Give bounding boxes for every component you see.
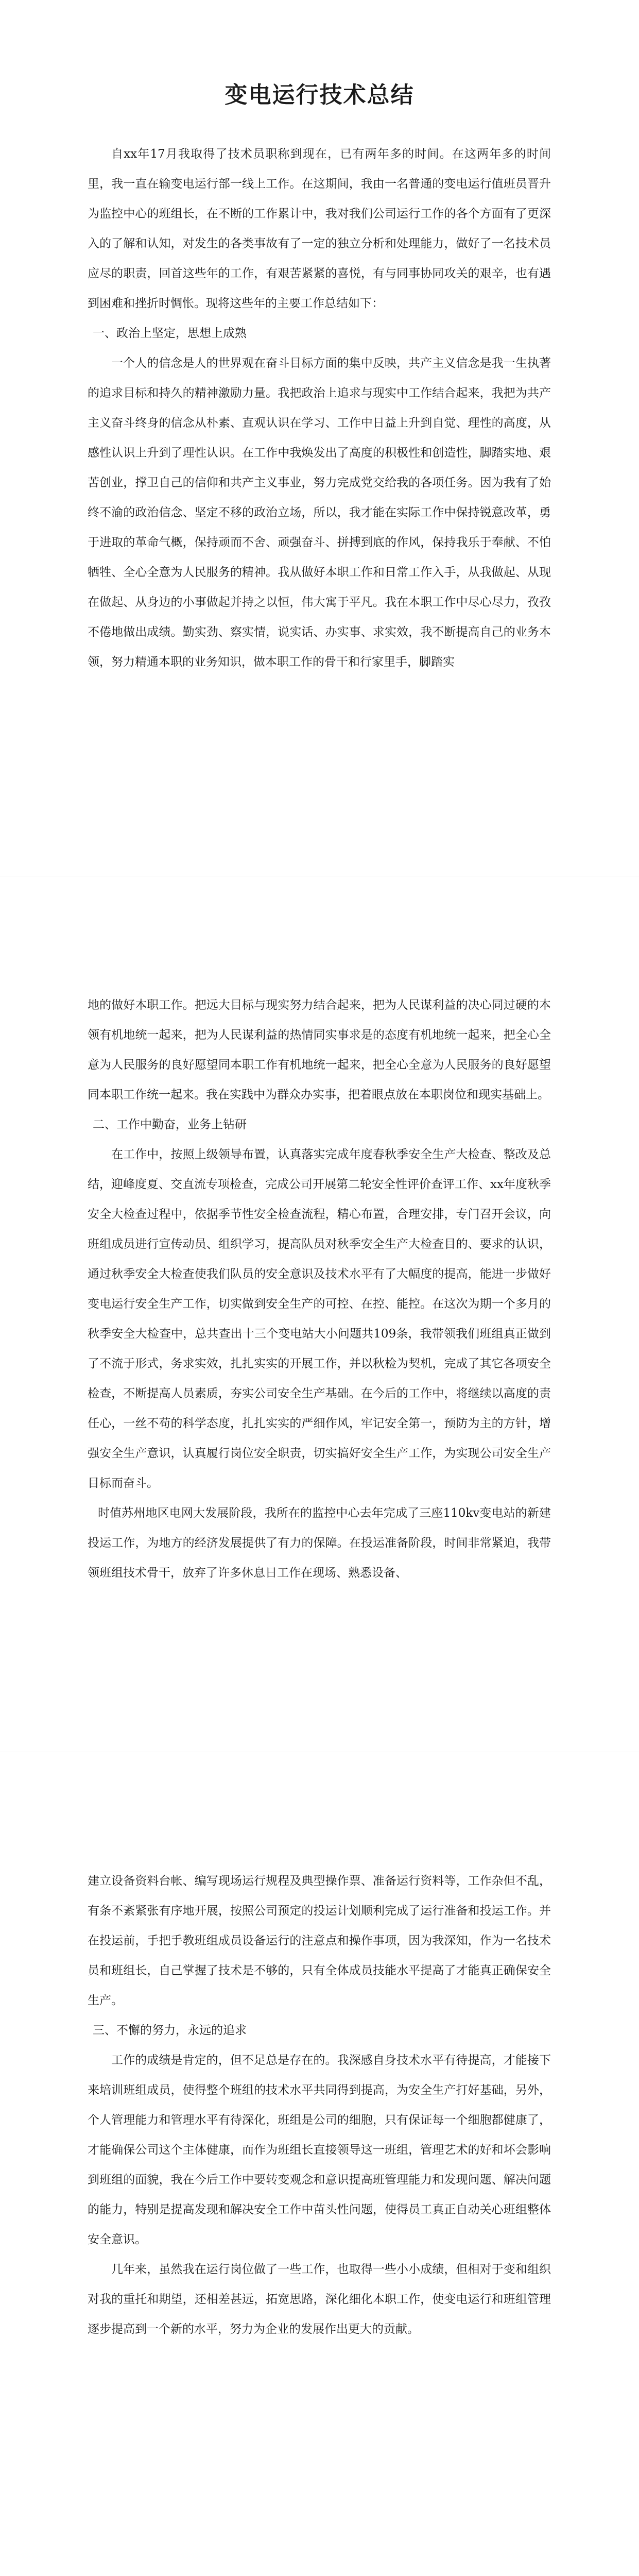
intro-paragraph: 自xx年17月我取得了技术员职称到现在，已有两年多的时间。在这两年多的时间里，我一直在输变电运行部一线上工作。在这期间，我由一名普通的变电运行值班员晋升为监控中心的班组长，在不断的工作累计中，我对我们公司运行工作的各个方面有了更深入的了解和认知，对发生的各类事故有了一定的独立分析和处理能力，做好了一名技术员应尽的职责，回首这些年的工作，有艰苦紧紧的喜悦，有与同事协同攻关的艰辛，也有遇到困难和挫折时惆怅。现将这些年的主要工作总结如下： bbox=[88, 147, 551, 310]
document-section-2 bbox=[88, 990, 551, 1588]
section-heading-politics: 一、政治上坚定，思想上成熟 bbox=[93, 327, 247, 340]
closing-paragraph: 几年来，虽然我在运行岗位做了一些工作，也取得一些小小成绩，但相对于变和组织对我的重托和期望，还相差甚远，拓宽思路，深化细化本职工作，使变电运行和班组管理逐步提高到一个新的水平，努力为企业的发展作出更大的贡献。 bbox=[88, 2263, 551, 2336]
section-heading-pursuit: 三、不懈的努力，永远的追求 bbox=[93, 2024, 247, 2037]
section-heading-work: 二、工作中勤奋，业务上钻研 bbox=[93, 1118, 247, 1131]
politics-paragraph: 一个人的信念是人的世界观在奋斗目标方面的集中反映，共产主义信念是我一生执著的追求目标和持久的精神激励力量。我把政治上追求与现实中工作结合起来，我把为共产主义奋斗终身的信念从朴素、直观认识在学习、工作中日益上升到自觉、理性的高度，从感性认识上升到了理性认识。在工作中我焕发出了高度的积极性和创造性，脚踏实地、艰苦创业，撑卫自己的信仰和共产主义事业，努力完成党交给我的各项任务。因为我有了始终不渝的政治信念、坚定不移的政治立场，所以，我才能在实际工作中保持锐意改革，勇于进取的革命气概，保持顽而不舍、顽强奋斗、拼搏到底的作风，保持我乐于奉献、不怕牺牲、全心全意为人民服务的精神。我从做好本职工作和日常工作入手，从我做起、从现在做起、从身边的小事做起并持之以恒，伟大寓于平凡。我在本职工作中尽心尽力，孜孜不倦地做出成绩。勤实劲、察实情，说实话、办实事、求实效，我不断提高自己的业务本领，努力精通本职的业务知识，做本职工作的骨干和行家里手，脚踏实 bbox=[88, 357, 551, 669]
shortcomings-paragraph: 工作的成绩是肯定的，但不足总是存在的。我深感自身技术水平有待提高，才能接下来培训班组成员，使得整个班组的技术水平共同得到提高，为安全生产打好基础，另外，个人管理能力和管理水平有待深化，班组是公司的细胞，只有保证每一个细胞都健康了，才能确保公司这个主体健康，而作为班组长直接领导这一班组，管理艺术的好和坏会影响到班组的面貌，我在今后工作中要转变观念和意识提高班管理能力和发现问题、解决问题的能力，特别是提高发现和解决安全工作中苗头性问题，使得员工真正自动关心班组整体安全意识。 bbox=[88, 2054, 551, 2246]
grid-development-paragraph-continued: 建立设备资料台帐、编写现场运行规程及典型操作票、准备运行资料等，工作杂但不乱，有条不紊紧张有序地开展，按照公司预定的投运计划顺利完成了运行准备和投运工作。并在投运前，手把手教班组成员设备运行的注意点和操作事项，因为我深知，作为一名技术员和班组长，自己掌握了技术是不够的，只有全体成员技能水平提高了才能真正确保安全生产。 bbox=[88, 1874, 551, 2007]
work-paragraph: 在工作中，按照上级领导布置，认真落实完成年度春秋季安全生产大检查、整改及总结，迎峰度夏、交直流专项检查，完成公司开展第二轮安全性评价查评工作、xx年度秋季安全大检查过程中，依据季节性安全检查流程，精心布置，合理安排，专门召开会议，向班组成员进行宣传动员、组织学习，提高队员对秋季安全生产大检查目的、要求的认识，通过秋季安全大检查使我们队员的安全意识及技术水平有了大幅度的提高，能进一步做好变电运行安全生产工作，切实做到安全生产的可控、在控、能控。在这次为期一个多月的秋季安全大检查中，总共查出十三个变电站大小问题共109条，我带领我们班组真正做到了不流于形式，务求实效，扎扎实实的开展工作，并以秋检为契机，完成了其它各项安全检查，不断提高人员素质，夯实公司安全生产基础。在今后的工作中，将继续以高度的责任心，一丝不苟的科学态度，扎扎实实的严细作风，牢记安全第一，预防为主的方针，增强安全生产意识，认真履行岗位安全职责，切实搞好安全生产工作，为实现公司安全生产目标而奋斗。 bbox=[88, 1148, 551, 1490]
grid-development-paragraph: 时值苏州地区电网大发展阶段，我所在的监控中心去年完成了三座110kv变电站的新建投运工作，为地方的经济发展提供了有力的保障。在投运准备阶段，时间非常紧迫，我带领班组技术骨干，放弃了许多休息日工作在现场、熟悉设备、 bbox=[88, 1506, 551, 1580]
document-section-1 bbox=[88, 139, 551, 677]
document-section-3 bbox=[88, 1866, 551, 2344]
document-title: 变电运行技术总结 bbox=[224, 82, 415, 108]
politics-paragraph-continued: 地的做好本职工作。把远大目标与现实努力结合起来，把为人民谋利益的决心同过硬的本领有机地统一起来，把为人民谋利益的热情同实事求是的态度有机地统一起来，把全心全意为人民服务的良好愿望同本职工作有机地统一起来，把全心全意为人民服务的良好愿望同本职工作统一起来。我在实践中为群众办实事，把着眼点放在本职岗位和现实基础上。 bbox=[88, 998, 551, 1101]
